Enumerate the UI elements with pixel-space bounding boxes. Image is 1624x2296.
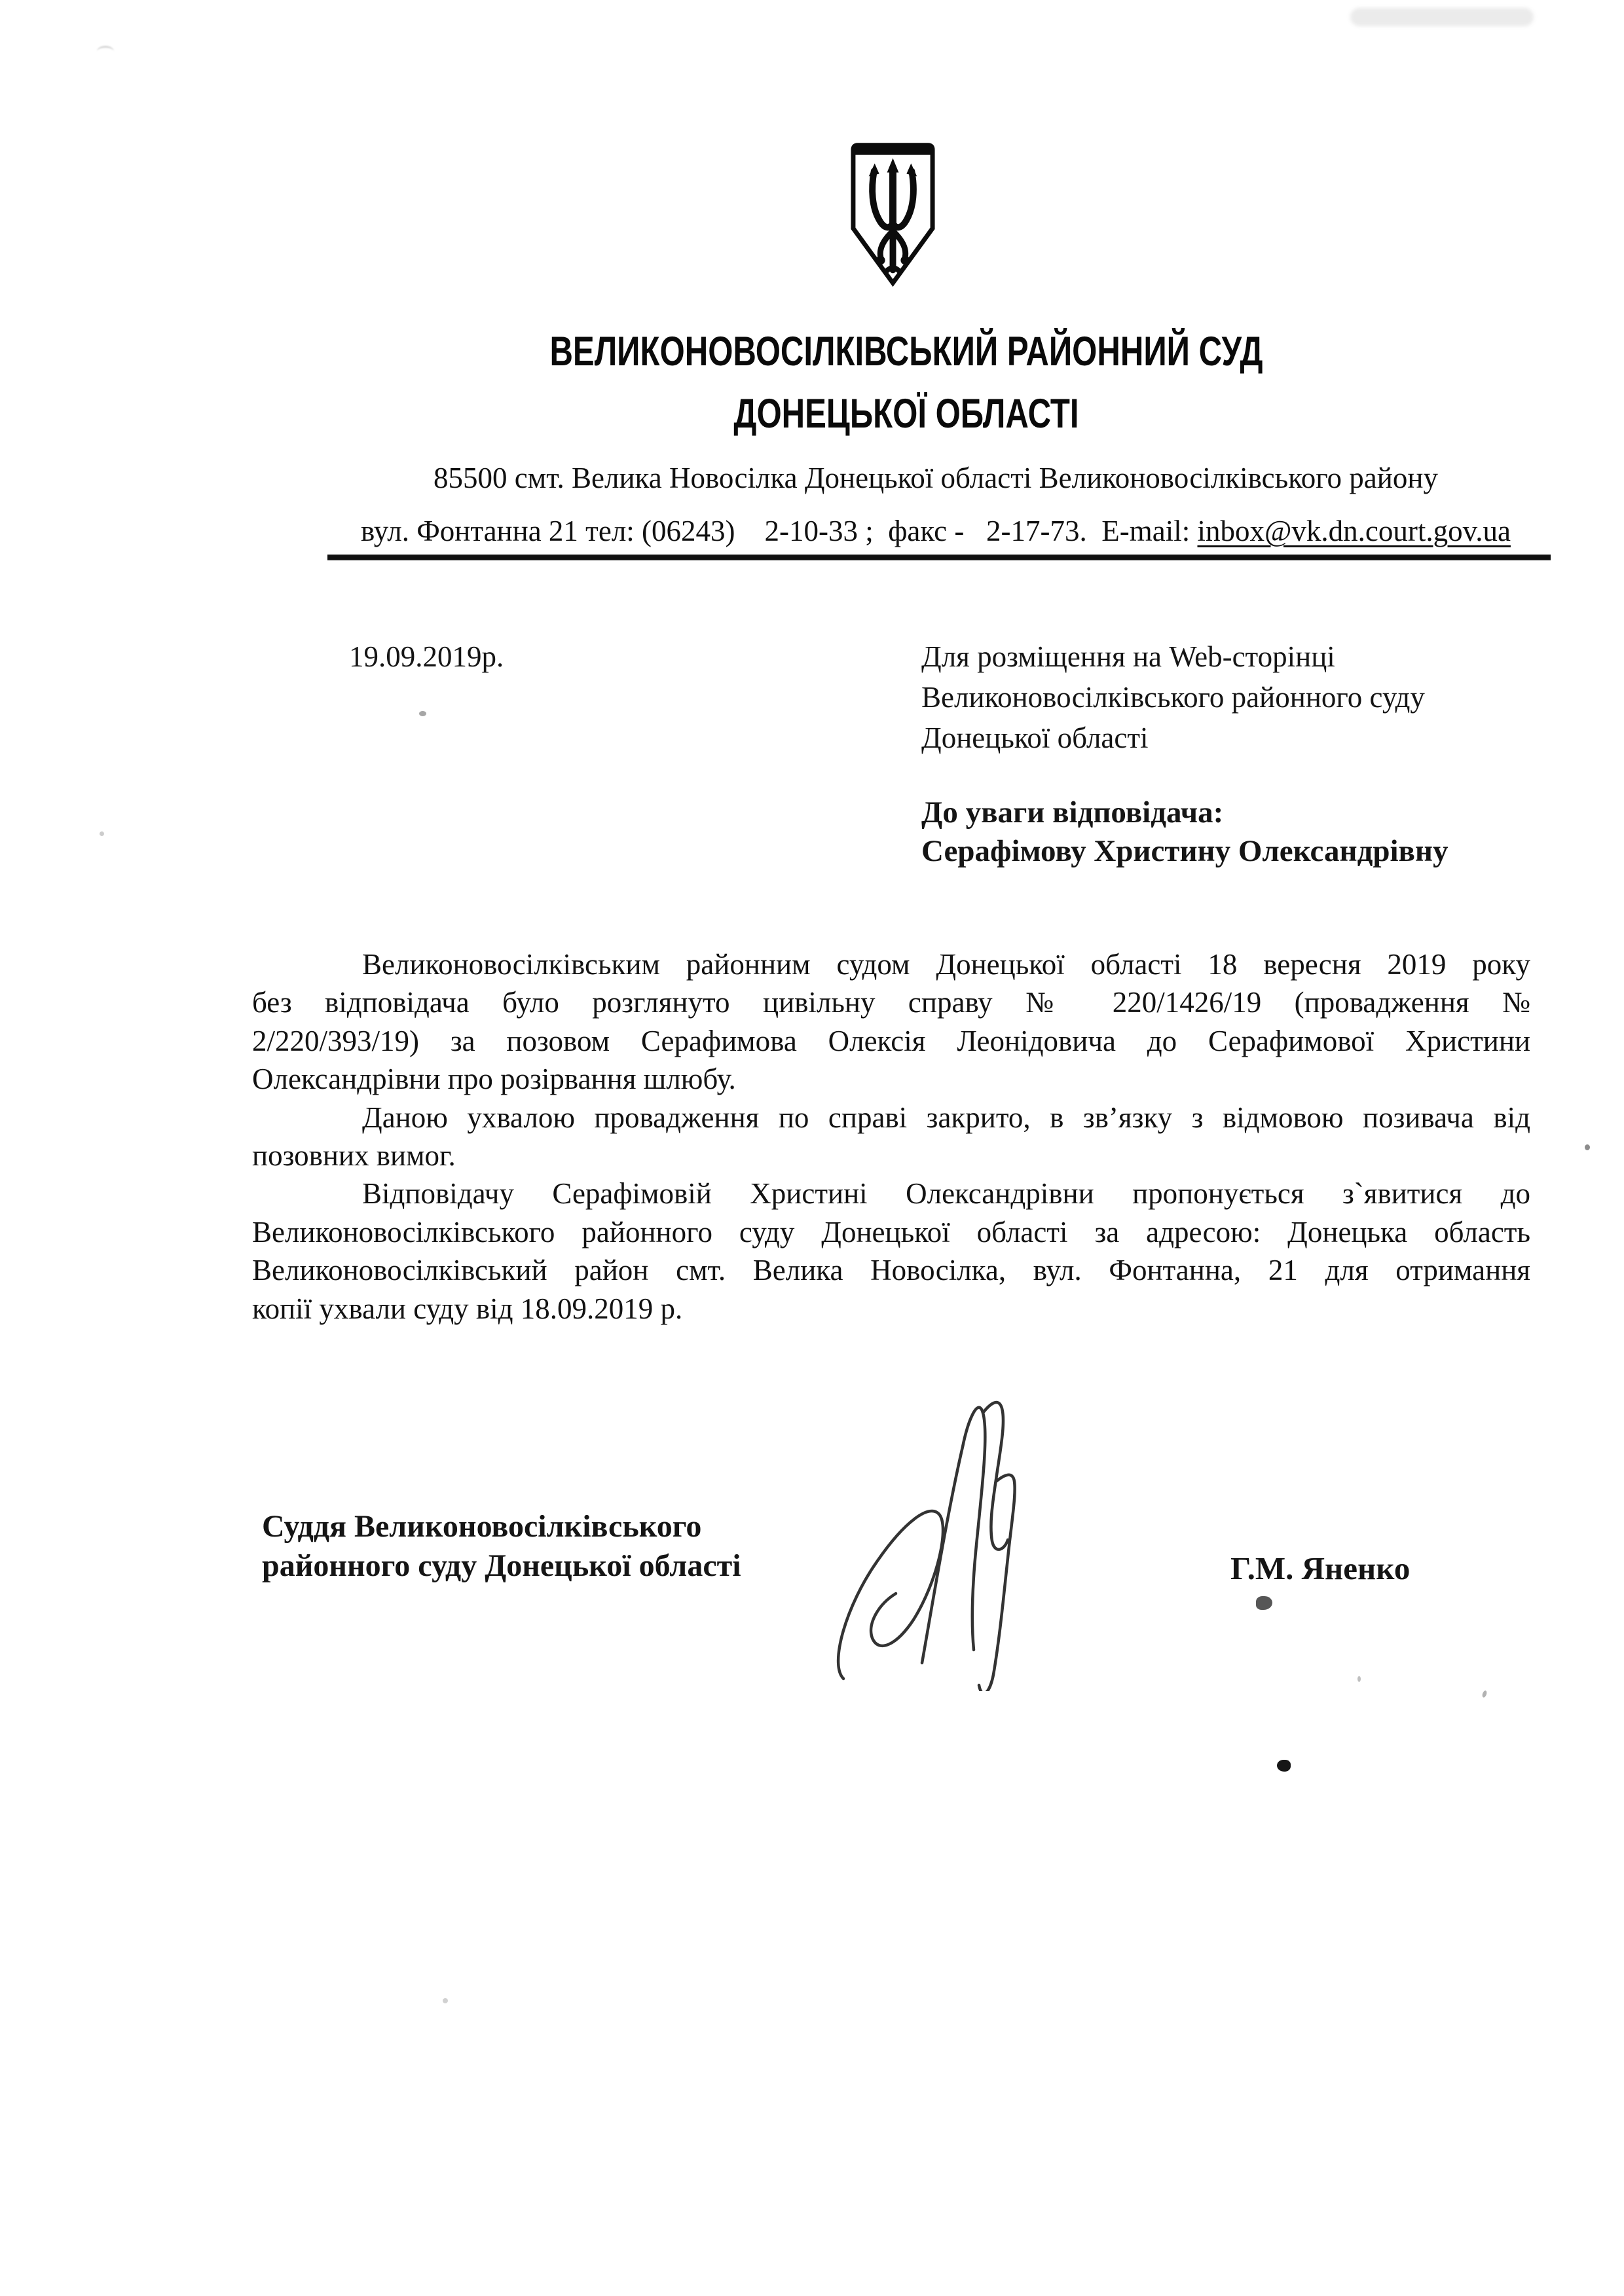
email-address: inbox@vk.dn.court.gov.ua: [1197, 515, 1511, 547]
court-name-line1: ВЕЛИКОНОВОСІЛКІВСЬКИЙ РАЙОННИЙ СУД: [549, 329, 1263, 374]
scan-smudge: [1350, 8, 1534, 26]
text-line: Великоновосілківським районним судом Донецької області 18 вересня 2019 року: [362, 948, 1530, 981]
text-line: Відповідачу Серафімовій Христині Олександрівни пропонується з`явитися до: [362, 1177, 1530, 1211]
text-line: Донецької області: [921, 721, 1149, 754]
text-line: без відповідача було розглянуто цивільну справу № 220/1426/19 (провадження №: [252, 986, 1530, 1019]
attention-block: [921, 793, 1449, 871]
scan-artifact: [1481, 1690, 1487, 1698]
text-line: позовних вимог.: [252, 1139, 456, 1173]
text-line: Для розміщення на Web-сторінці: [921, 640, 1335, 673]
judge-title-block: [262, 1507, 741, 1586]
scan-artifact: [1585, 1144, 1590, 1150]
handwritten-signature: [824, 1387, 1092, 1691]
scan-artifact: [100, 831, 104, 836]
scan-artifact: [419, 711, 426, 716]
header-divider-line: [327, 554, 1551, 560]
address-line2: [248, 513, 1623, 549]
text-line: Суддя Великоновосілківського: [262, 1509, 702, 1544]
recipient-block: [921, 636, 1425, 758]
court-name-line2: ДОНЕЦЬКОЇ ОБЛАСТІ: [733, 391, 1079, 437]
address-line2-text: вул. Фонтанна 21 тел: (06243) 2-10-33 ; факс - 2-17-73. E-mail:: [361, 515, 1198, 547]
letter-body: [252, 945, 1530, 1328]
text-line: 2/220/393/19) за позовом Серафимова Олексія Леонідовича до Серафимової Христини: [252, 1024, 1530, 1057]
paragraph: [252, 945, 1530, 1099]
text-line: Серафімову Христину Олександрівну: [921, 834, 1449, 868]
text-line: копії ухвали суду від 18.09.2019 р.: [252, 1292, 683, 1325]
text-line: Олександрівни про розірвання шлюбу.: [252, 1063, 736, 1096]
text-line: районного суду Донецької області: [262, 1548, 741, 1583]
paragraph: [252, 1099, 1530, 1175]
text-line: Даною ухвалою провадження по справі закрито, в зв’язку з відмовою позивача від: [362, 1101, 1530, 1134]
paragraph: [252, 1175, 1530, 1328]
address-line1: 85500 смт. Велика Новосілка Донецької області Великоновосілківського району: [434, 462, 1438, 494]
ink-dot: [1277, 1760, 1291, 1772]
court-header: [251, 329, 1561, 437]
text-line: Великоновосілківський район смт. Велика Новосілка, вул. Фонтанна, 21 для отримання: [252, 1254, 1530, 1287]
scan-artifact: [97, 46, 114, 57]
judge-name: Г.М. Яненко: [1230, 1550, 1411, 1586]
scan-artifact: [443, 1998, 448, 2003]
text-line: Великоновосілківського районного суду Донецької області за адресою: Донецька область: [252, 1215, 1530, 1248]
scan-artifact: [1357, 1676, 1361, 1682]
text-line: Великоновосілківського районного суду: [921, 681, 1425, 714]
text-line: До уваги відповідача:: [921, 795, 1224, 829]
court-address: [248, 460, 1623, 549]
ukraine-trident-emblem: [847, 142, 938, 287]
document-date: 19.09.2019р.: [349, 640, 504, 673]
ink-blot: [1256, 1596, 1272, 1610]
